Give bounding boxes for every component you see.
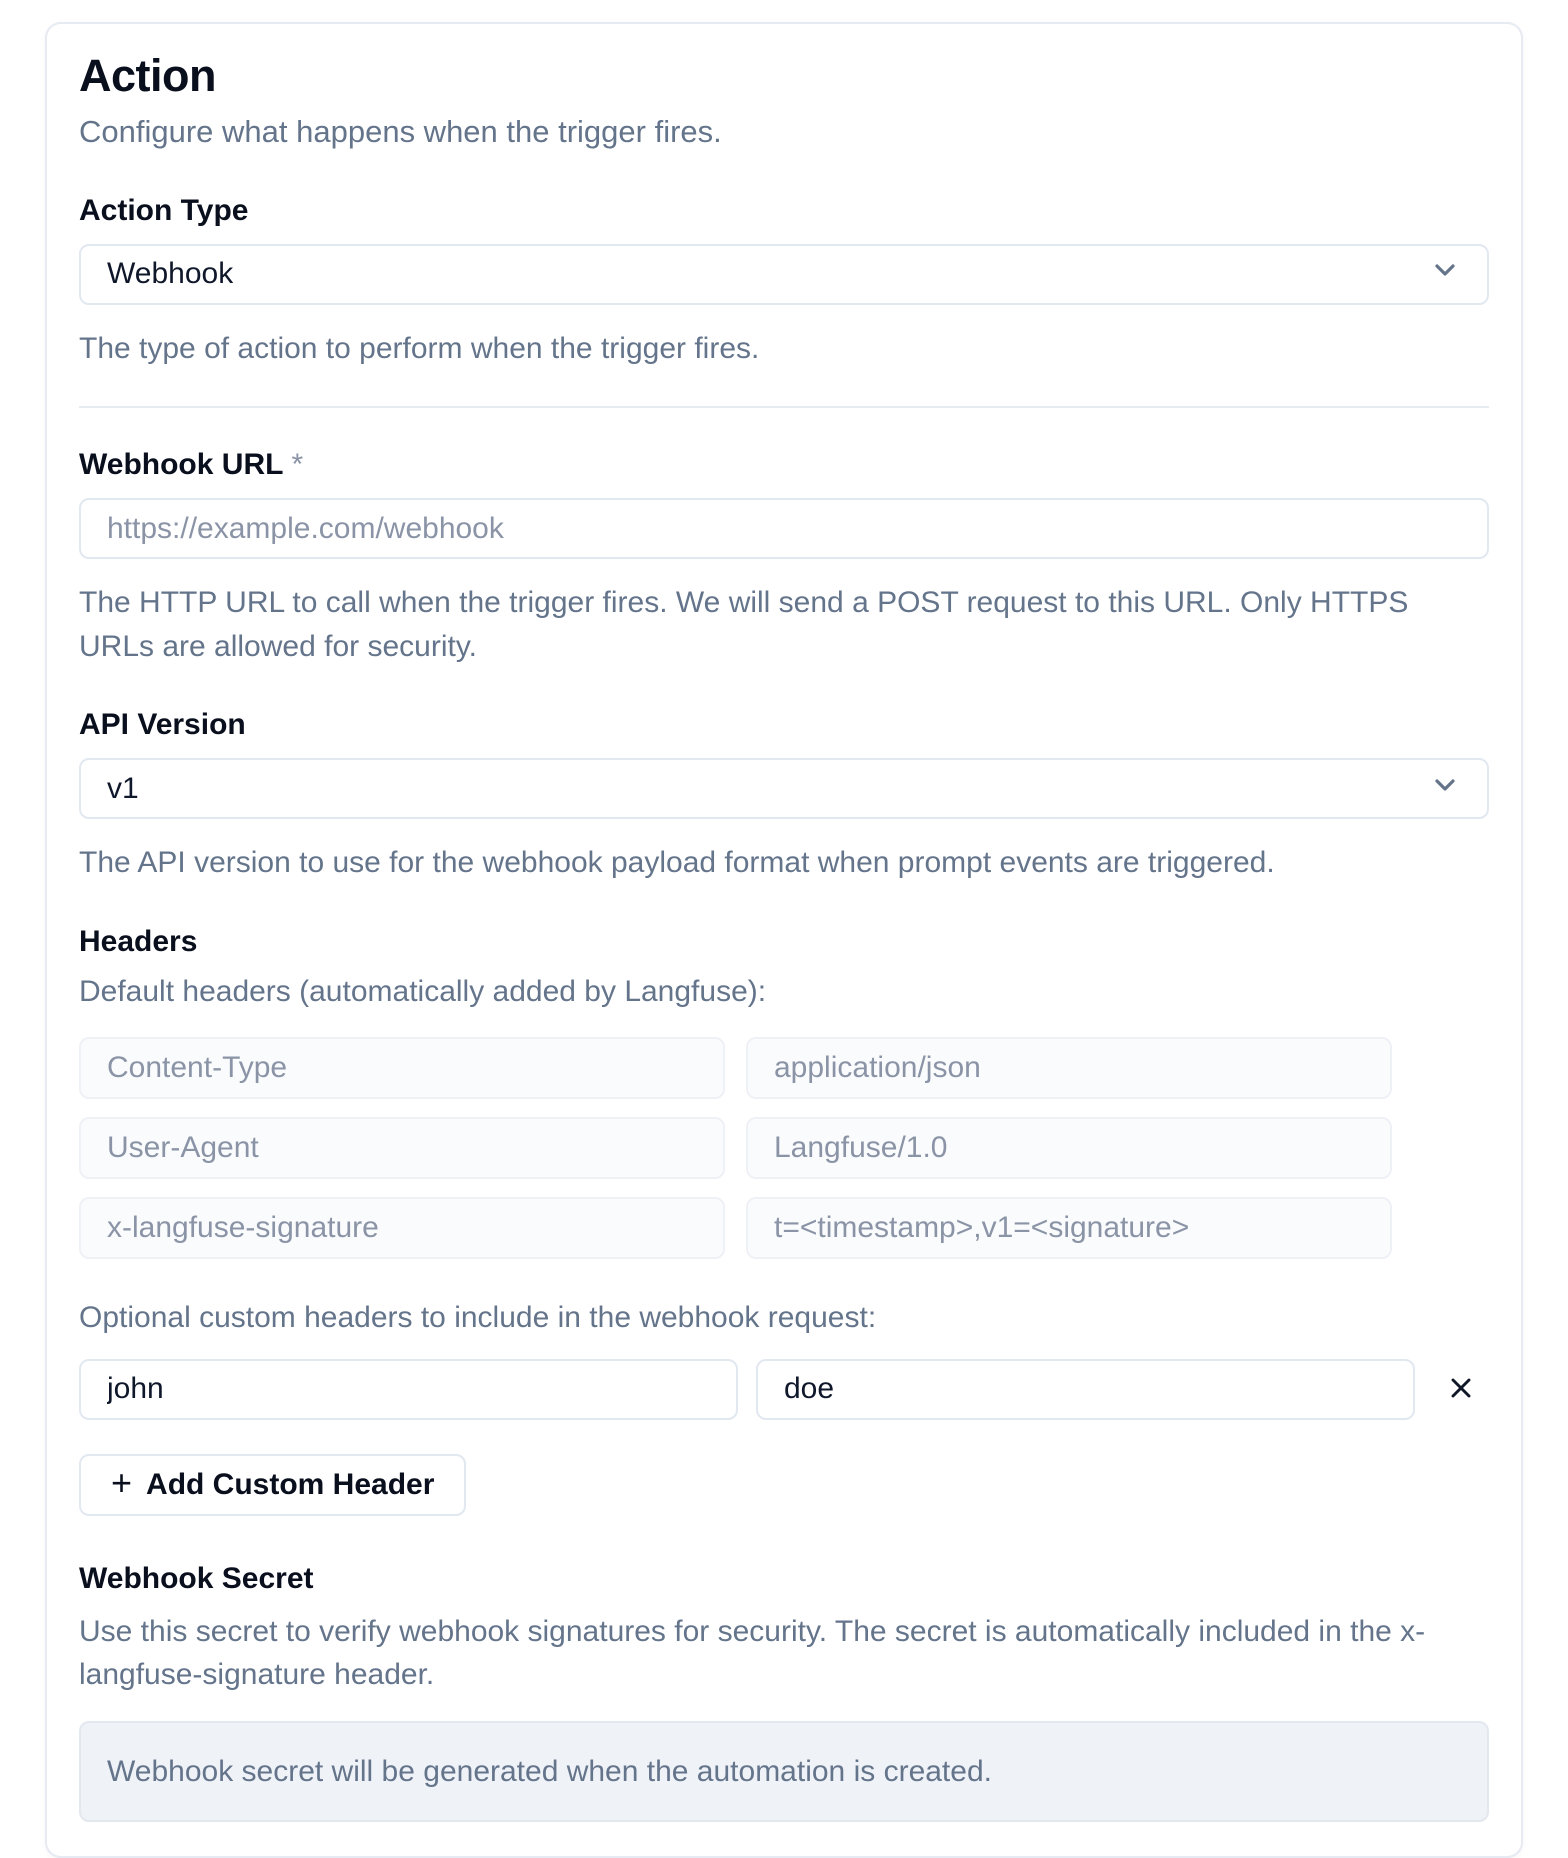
default-header-key-input bbox=[79, 1037, 725, 1099]
webhook-url-label-text: Webhook URL bbox=[79, 448, 284, 482]
plus-icon: + bbox=[111, 1462, 133, 1504]
table-row bbox=[79, 1037, 1392, 1099]
default-header-key-input bbox=[79, 1197, 725, 1259]
webhook-secret-description: Use this secret to verify webhook signatures for security. The secret is automatically included in the x-langfuse-signature header. bbox=[79, 1614, 1426, 1692]
custom-header-value-input[interactable] bbox=[756, 1359, 1415, 1420]
section-divider bbox=[79, 406, 1489, 408]
add-custom-header-label: Add Custom Header bbox=[146, 1467, 435, 1501]
add-custom-header-button[interactable] bbox=[79, 1454, 466, 1516]
action-card bbox=[45, 22, 1523, 1858]
action-type-help: The type of action to perform when the trigger fires. bbox=[79, 331, 760, 365]
default-headers-caption: Default headers (automatically added by Langfuse): bbox=[79, 974, 767, 1008]
webhook-secret-label: Webhook Secret bbox=[79, 1561, 314, 1595]
custom-headers-caption: Optional custom headers to include in the webhook request: bbox=[79, 1300, 877, 1334]
custom-header-key-input[interactable] bbox=[79, 1359, 738, 1420]
chevron-down-icon bbox=[1429, 769, 1461, 809]
page-title: Action bbox=[79, 50, 216, 101]
api-version-select[interactable] bbox=[79, 758, 1489, 819]
api-version-selected-value: v1 bbox=[107, 771, 139, 805]
default-header-value-input bbox=[746, 1197, 1392, 1259]
table-row bbox=[79, 1117, 1392, 1179]
action-type-label: Action Type bbox=[79, 193, 249, 227]
default-headers-list bbox=[79, 1037, 1489, 1259]
webhook-url-label bbox=[79, 450, 1489, 480]
default-header-value-input bbox=[746, 1117, 1392, 1179]
default-header-value-input bbox=[746, 1037, 1392, 1099]
table-row bbox=[79, 1197, 1392, 1259]
action-type-select[interactable] bbox=[79, 244, 1489, 305]
required-marker: * bbox=[291, 448, 304, 482]
remove-custom-header-button[interactable] bbox=[1433, 1361, 1489, 1417]
api-version-label: API Version bbox=[79, 708, 246, 742]
webhook-url-help: The HTTP URL to call when the trigger fires. We will send a POST request to this URL. Only HTTPS URLs are allowed for security. bbox=[79, 586, 1409, 663]
webhook-secret-note: Webhook secret will be generated when the automation is created. bbox=[79, 1721, 1489, 1822]
headers-label: Headers bbox=[79, 924, 198, 958]
page-subtitle: Configure what happens when the trigger fires. bbox=[79, 114, 722, 150]
custom-header-row bbox=[79, 1359, 1489, 1420]
close-icon bbox=[1445, 1372, 1477, 1407]
chevron-down-icon bbox=[1429, 254, 1461, 294]
webhook-url-input[interactable] bbox=[79, 498, 1489, 559]
api-version-help: The API version to use for the webhook payload format when prompt events are triggered. bbox=[79, 846, 1275, 880]
default-header-key-input bbox=[79, 1117, 725, 1179]
action-type-selected-value: Webhook bbox=[107, 257, 234, 291]
